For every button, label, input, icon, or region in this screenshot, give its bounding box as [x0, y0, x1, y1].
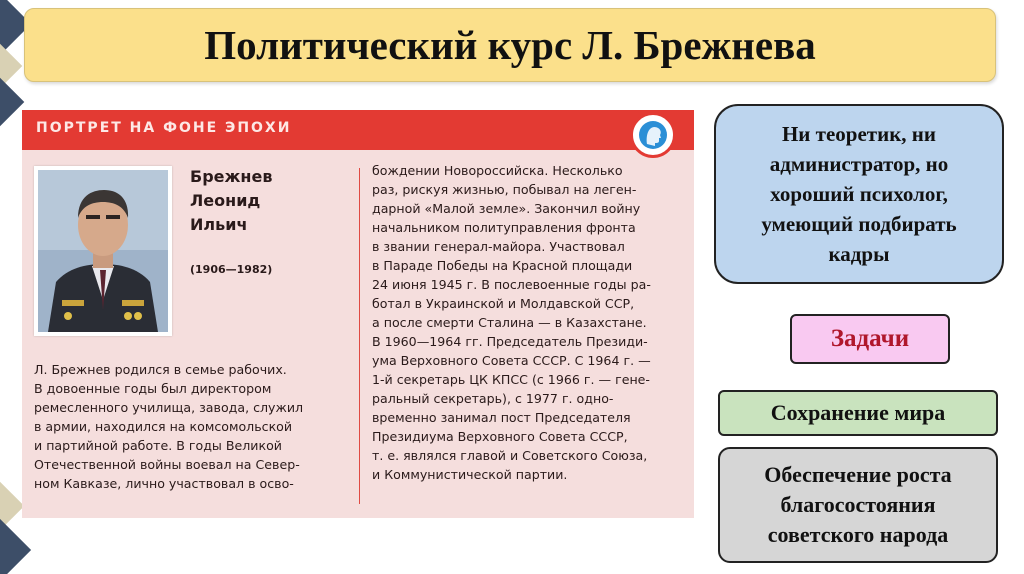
decorative-diamond: [0, 74, 24, 131]
bio-name: [190, 165, 272, 237]
bio-years: (1906—1982): [190, 263, 273, 276]
column-divider: [359, 168, 360, 504]
bio-first-name: Леонид: [190, 191, 261, 210]
head-profile-icon: [630, 112, 676, 158]
tasks-heading: Задачи: [830, 325, 910, 352]
task-peace-text: Сохранение мира: [770, 400, 946, 425]
biography-text-right: бождении Новороссийска. Несколько раз, рискуя жизнью, побывал на леген- дарной «Малой земле». Закончил войну начальником политуправления фронта в звании генерал-майора. Участвовал в Параде Победы на Красной площади 24 июня 1945 г. В послевоенные годы ра- ботал в Украинской и Молдавской ССР, а после смерти Сталина — в Казахстане. В 1960—1964 гг. Председатель Президи- ума Верховного Совета СССР. С 1964 г. — 1-й секретарь ЦК КПСС (с 1966 г. — гене- ральный секретарь), с 1977 г. одно- временно занимал пост Председателя Президиума Верховного Совета СССР, т. е. являлся главой и Советского Союза, и Коммунистической партии.: [372, 163, 651, 482]
bio-surname: Брежнев: [190, 167, 273, 186]
decorative-diamond: [0, 519, 31, 574]
characteristic-text: Ни теоретик, ни администратор, но хороший психолог, умеющий подбирать кадры: [761, 122, 957, 266]
characteristic-box: [714, 104, 1004, 284]
card-header-label: ПОРТРЕТ НА ФОНЕ ЭПОХИ: [36, 120, 292, 136]
biography-text-left: Л. Брежнев родился в семье рабочих. В довоенные годы был директором ремесленного училища, завода, служил в армии, находился на комсомольской и партийной работе. В годы Великой Отечественной войны воевал на Север- ном Кавказе, лично участвовал в осво-: [34, 362, 304, 491]
bio-patronymic: Ильич: [190, 215, 248, 234]
slide-title: Политический курс Л. Брежнева: [204, 22, 816, 68]
task-welfare-text: Обеспечение роста благосостояния советского народа: [764, 462, 952, 547]
textbook-card: [22, 110, 694, 518]
task-peace-box: [718, 390, 998, 436]
task-welfare-box: [718, 447, 998, 563]
tasks-heading-box: [790, 314, 950, 364]
slide-title-bar: [24, 8, 996, 82]
card-header: [22, 110, 694, 150]
portrait-photo: [34, 166, 172, 336]
